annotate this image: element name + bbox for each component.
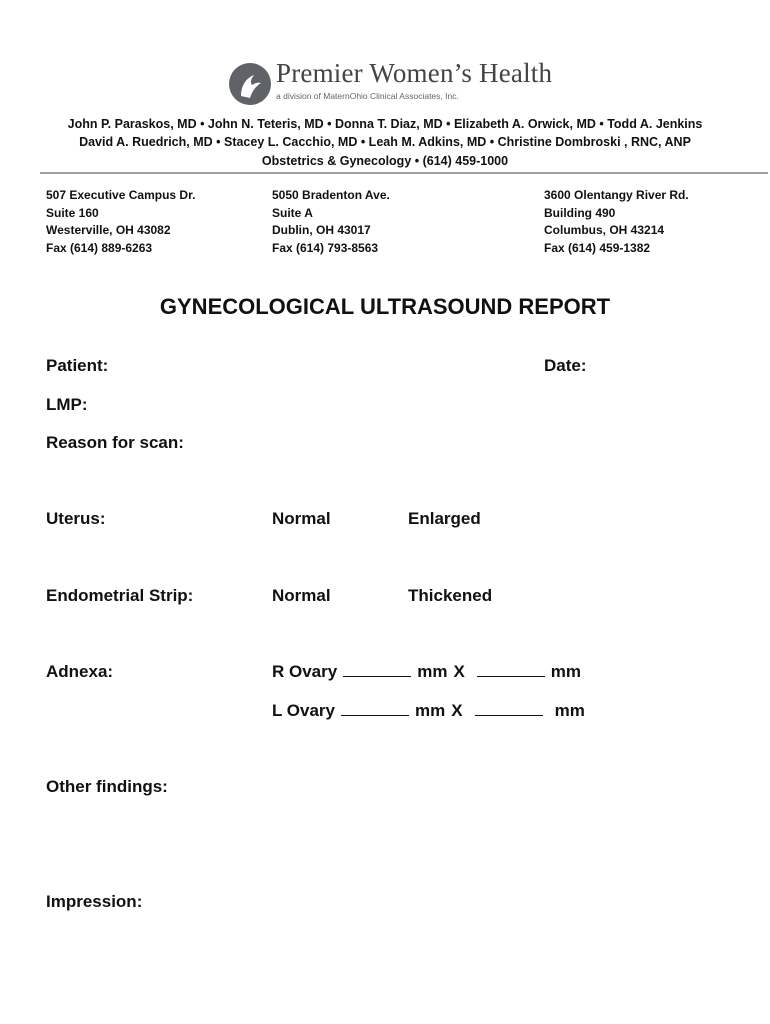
brand-subtitle: a division of MaternOhio Clinical Associates, Inc. (276, 91, 459, 101)
office-suite: Suite 160 (46, 205, 99, 220)
staff-line-1: John P. Paraskos, MD • John N. Teteris, MD • Donna T. Diaz, MD • Elizabeth A. Orwick, MD • Todd A. Jenkins (67, 117, 703, 131)
brand-name: Premier Women’s Health (276, 58, 553, 88)
left-ovary-width-field[interactable] (475, 701, 543, 716)
staff-line-2: David A. Ruedrich, MD • Stacey L. Cacchio, MD • Leah M. Adkins, MD • Christine Dombroski , RNC, ANP (79, 135, 691, 149)
right-ovary-row (272, 662, 581, 682)
office-city: Columbus, OH 43214 (544, 223, 665, 237)
office-city: Westerville, OH 43082 (46, 223, 171, 237)
report-title: GYNECOLOGICAL ULTRASOUND REPORT (159, 294, 611, 319)
impression-label: Impression: (46, 892, 143, 911)
uterus-enlarged-option[interactable]: Enlarged (408, 509, 481, 528)
office-city: Dublin, OH 43017 (272, 223, 371, 237)
endometrial-thickened-option[interactable]: Thickened (408, 586, 493, 605)
date-label: Date: (544, 356, 587, 375)
office-fax: Fax (614) 459-1382 (544, 240, 651, 255)
department-phone: Obstetrics & Gynecology • (614) 459-1000 (261, 154, 509, 168)
times-label: X (453, 662, 465, 681)
right-ovary-label: R Ovary (272, 662, 338, 681)
unit-label: mm (554, 701, 585, 720)
office-fax: Fax (614) 889-6263 (46, 240, 153, 255)
brand-logo-icon (228, 62, 272, 106)
uterus-label: Uterus: (46, 509, 106, 528)
unit-label: mm (550, 662, 582, 681)
other-findings-label: Other findings: (46, 777, 168, 796)
unit-label: mm (415, 701, 446, 720)
right-ovary-length-field[interactable] (343, 662, 411, 677)
office-dublin (272, 187, 390, 257)
left-ovary-label: L Ovary (272, 701, 336, 720)
endometrial-strip-label: Endometrial Strip: (46, 586, 194, 605)
office-fax: Fax (614) 793-8563 (272, 240, 379, 255)
header-divider (40, 172, 768, 174)
left-ovary-length-field[interactable] (341, 701, 409, 716)
reason-for-scan-label: Reason for scan: (46, 433, 184, 452)
office-address-line: 3600 Olentangy River Rd. (544, 188, 689, 202)
office-westerville (46, 187, 195, 257)
office-suite: Building 490 (544, 205, 616, 220)
left-ovary-row (272, 701, 585, 721)
lmp-label: LMP: (46, 395, 88, 414)
office-suite: Suite A (272, 205, 313, 220)
uterus-normal-option[interactable]: Normal (272, 509, 331, 528)
right-ovary-width-field[interactable] (477, 662, 545, 677)
adnexa-label: Adnexa: (46, 662, 114, 681)
times-label: X (451, 701, 463, 720)
patient-label: Patient: (46, 356, 109, 375)
office-address-line: 507 Executive Campus Dr. (46, 188, 196, 202)
office-columbus (544, 187, 689, 257)
endometrial-normal-option[interactable]: Normal (272, 586, 331, 605)
unit-label: mm (417, 662, 448, 681)
office-address-line: 5050 Bradenton Ave. (272, 188, 390, 202)
